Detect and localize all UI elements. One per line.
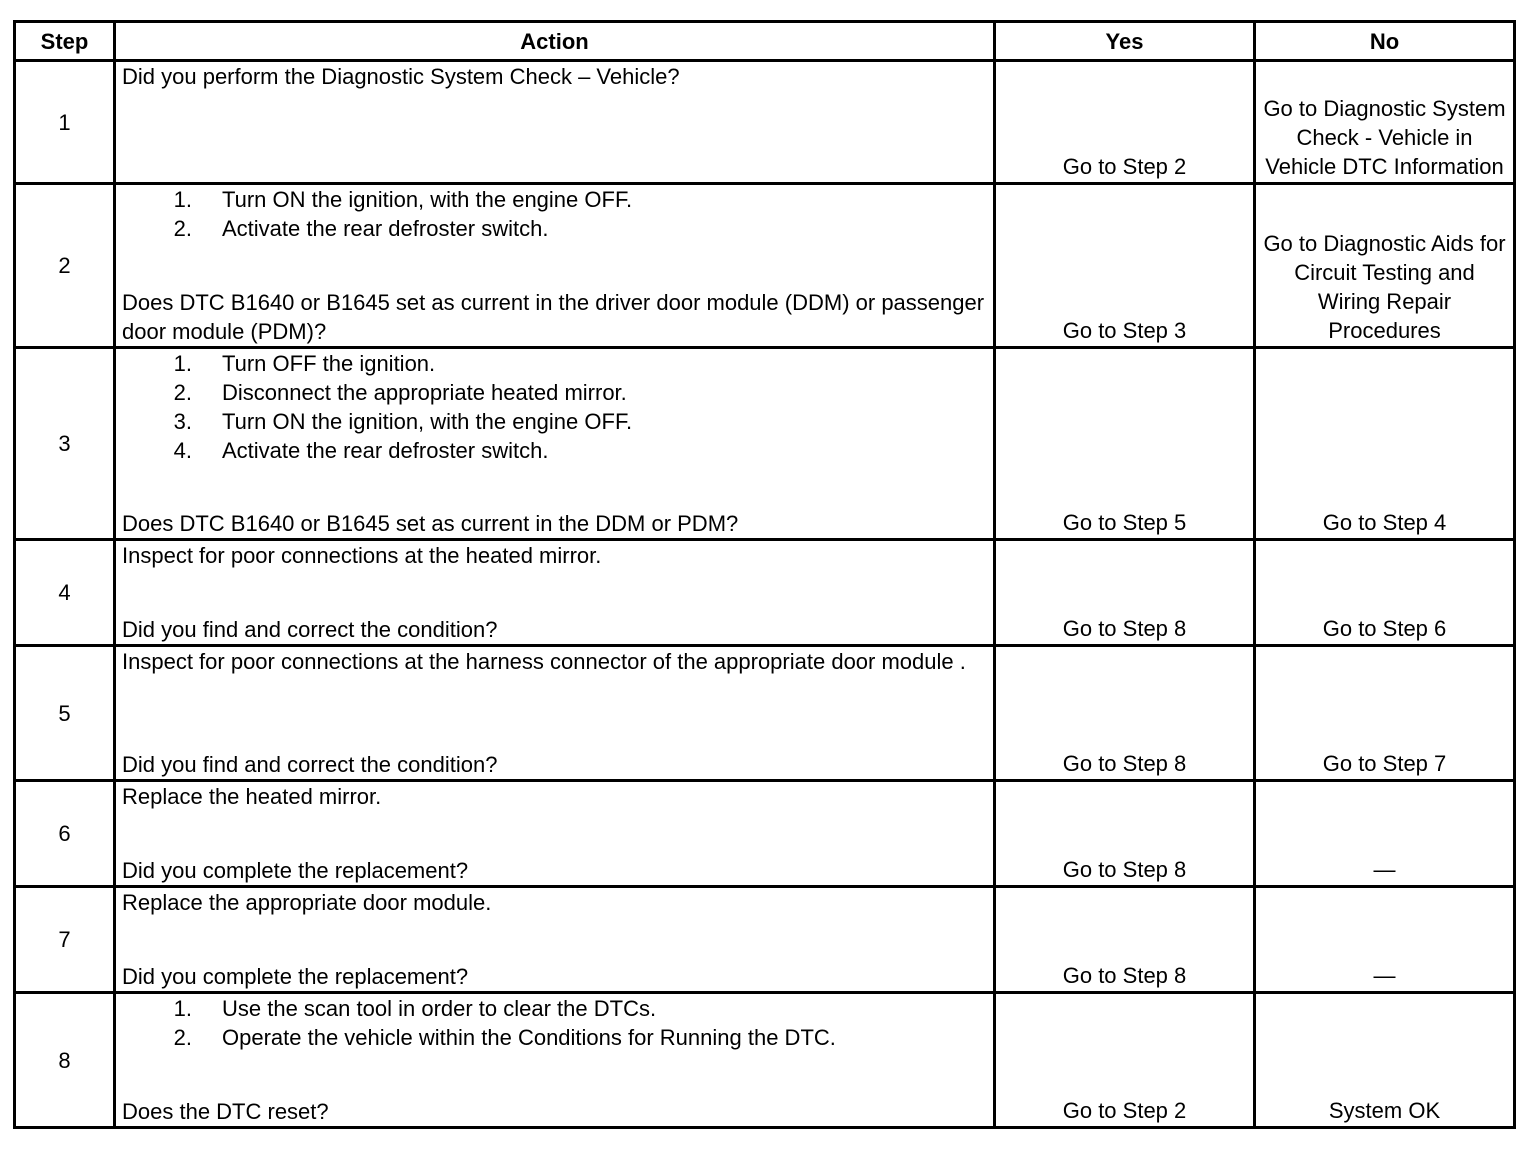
no-cell: — bbox=[1255, 781, 1515, 887]
action-question: Does the DTC reset? bbox=[122, 1099, 329, 1124]
table-row bbox=[15, 348, 1515, 540]
table-row bbox=[15, 646, 1515, 781]
header-no: No bbox=[1255, 22, 1515, 61]
action-cell bbox=[115, 348, 995, 540]
instruction-item bbox=[122, 214, 987, 243]
instruction-item bbox=[122, 407, 987, 436]
yes-cell: Go to Step 2 bbox=[995, 993, 1255, 1128]
instruction-number: 2. bbox=[173, 380, 192, 405]
action-prompt: Replace the appropriate door module. bbox=[122, 890, 492, 915]
step-number: 7 bbox=[15, 887, 115, 993]
action-cell bbox=[115, 887, 995, 993]
action-question: Does DTC B1640 or B1645 set as current in the driver door module (DDM) or passenger door module (PDM)? bbox=[122, 290, 985, 344]
no-cell: — bbox=[1255, 887, 1515, 993]
instruction-item bbox=[122, 436, 987, 465]
action-question: Did you find and correct the condition? bbox=[122, 752, 498, 777]
header-row bbox=[15, 22, 1515, 61]
yes-cell: Go to Step 8 bbox=[995, 887, 1255, 993]
instruction-list bbox=[122, 185, 987, 243]
step-number: 4 bbox=[15, 540, 115, 646]
action-prompt: Replace the heated mirror. bbox=[122, 784, 382, 809]
action-question: Did you complete the replacement? bbox=[122, 858, 469, 883]
yes-cell: Go to Step 2 bbox=[995, 61, 1255, 184]
step-number: 8 bbox=[15, 993, 115, 1128]
action-prompt: Inspect for poor connections at the heated mirror. bbox=[122, 543, 602, 568]
yes-cell: Go to Step 8 bbox=[995, 781, 1255, 887]
instruction-number: 4. bbox=[173, 438, 192, 463]
instruction-text: Use the scan tool in order to clear the DTCs. bbox=[222, 996, 657, 1021]
table-row bbox=[15, 781, 1515, 887]
no-cell: Go to Step 6 bbox=[1255, 540, 1515, 646]
step-number: 1 bbox=[15, 61, 115, 184]
instruction-text: Operate the vehicle within the Conditions for Running the DTC. bbox=[222, 1025, 836, 1050]
yes-cell: Go to Step 3 bbox=[995, 184, 1255, 348]
instruction-item bbox=[122, 349, 987, 378]
action-cell bbox=[115, 184, 995, 348]
action-question: Does DTC B1640 or B1645 set as current in the DDM or PDM? bbox=[122, 511, 739, 536]
no-cell: Go to Diagnostic System Check - Vehicle in Vehicle DTC Information bbox=[1255, 61, 1515, 184]
action-cell bbox=[115, 540, 995, 646]
no-cell: Go to Diagnostic Aids for Circuit Testing and Wiring Repair Procedures bbox=[1255, 184, 1515, 348]
no-cell: System OK bbox=[1255, 993, 1515, 1128]
instruction-item bbox=[122, 1023, 987, 1052]
instruction-text: Turn OFF the ignition. bbox=[222, 351, 436, 376]
yes-cell: Go to Step 5 bbox=[995, 348, 1255, 540]
step-number: 5 bbox=[15, 646, 115, 781]
instruction-item bbox=[122, 994, 987, 1023]
header-step: Step bbox=[15, 22, 115, 61]
instruction-number: 2. bbox=[173, 216, 192, 241]
yes-cell: Go to Step 8 bbox=[995, 646, 1255, 781]
instruction-number: 1. bbox=[173, 187, 192, 212]
no-cell: Go to Step 7 bbox=[1255, 646, 1515, 781]
step-number: 2 bbox=[15, 184, 115, 348]
instruction-number: 1. bbox=[173, 351, 192, 376]
instruction-number: 1. bbox=[173, 996, 192, 1021]
table-row bbox=[15, 887, 1515, 993]
table-row bbox=[15, 61, 1515, 184]
instruction-item bbox=[122, 185, 987, 214]
action-cell bbox=[115, 61, 995, 184]
header-yes: Yes bbox=[995, 22, 1255, 61]
diagnostic-table bbox=[13, 20, 1516, 1129]
header-action: Action bbox=[115, 22, 995, 61]
action-cell bbox=[115, 646, 995, 781]
action-prompt: Did you perform the Diagnostic System Check – Vehicle? bbox=[122, 64, 680, 89]
instruction-text: Activate the rear defroster switch. bbox=[222, 438, 549, 463]
table-row bbox=[15, 993, 1515, 1128]
table-row bbox=[15, 184, 1515, 348]
instruction-item bbox=[122, 378, 987, 407]
action-prompt: Inspect for poor connections at the harness connector of the appropriate door module . bbox=[122, 649, 966, 674]
instruction-text: Turn ON the ignition, with the engine OFF. bbox=[222, 187, 633, 212]
instruction-text: Activate the rear defroster switch. bbox=[222, 216, 549, 241]
action-cell bbox=[115, 993, 995, 1128]
instruction-text: Disconnect the appropriate heated mirror. bbox=[222, 380, 627, 405]
action-question: Did you find and correct the condition? bbox=[122, 617, 498, 642]
action-cell bbox=[115, 781, 995, 887]
no-cell: Go to Step 4 bbox=[1255, 348, 1515, 540]
step-number: 6 bbox=[15, 781, 115, 887]
instruction-text: Turn ON the ignition, with the engine OFF. bbox=[222, 409, 633, 434]
table-row bbox=[15, 540, 1515, 646]
yes-cell: Go to Step 8 bbox=[995, 540, 1255, 646]
instruction-list bbox=[122, 349, 987, 465]
action-question: Did you complete the replacement? bbox=[122, 964, 469, 989]
instruction-list bbox=[122, 994, 987, 1052]
step-number: 3 bbox=[15, 348, 115, 540]
instruction-number: 2. bbox=[173, 1025, 192, 1050]
instruction-number: 3. bbox=[173, 409, 192, 434]
